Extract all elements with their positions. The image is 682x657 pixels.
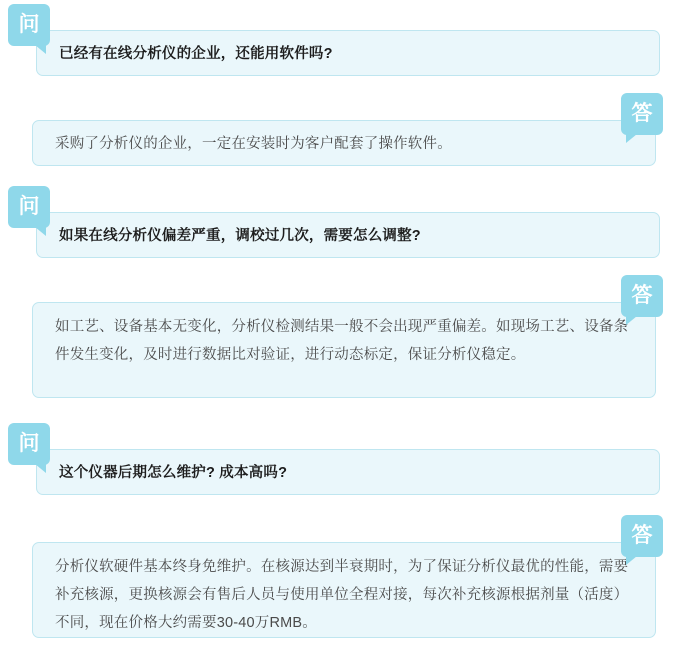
question-marker-3: 问 (8, 423, 50, 465)
question-bubble-3: 这个仪器后期怎么维护? 成本高吗? (36, 449, 660, 495)
question-marker-1: 问 (8, 4, 50, 46)
answer-bubble-3: 分析仪软硬件基本终身免维护。在核源达到半衰期时，为了保证分析仪最优的性能，需要补充核源，更换核源会有售后人员与使用单位全程对接，每次补充核源根据剂量（活度）不同，现在价格大约需要30-40万RMB。 (32, 542, 656, 638)
answer-marker-3: 答 (621, 515, 663, 557)
question-bubble-1: 已经有在线分析仪的企业，还能用软件吗? (36, 30, 660, 76)
answer-bubble-1: 采购了分析仪的企业，一定在安装时为客户配套了操作软件。 (32, 120, 656, 166)
answer-bubble-2: 如工艺、设备基本无变化，分析仪检测结果一般不会出现严重偏差。如现场工艺、设备条件发生变化，及时进行数据比对验证，进行动态标定，保证分析仪稳定。 (32, 302, 656, 398)
answer-marker-1: 答 (621, 93, 663, 135)
question-marker-2: 问 (8, 186, 50, 228)
question-bubble-2: 如果在线分析仪偏差严重，调校过几次，需要怎么调整? (36, 212, 660, 258)
answer-marker-2: 答 (621, 275, 663, 317)
